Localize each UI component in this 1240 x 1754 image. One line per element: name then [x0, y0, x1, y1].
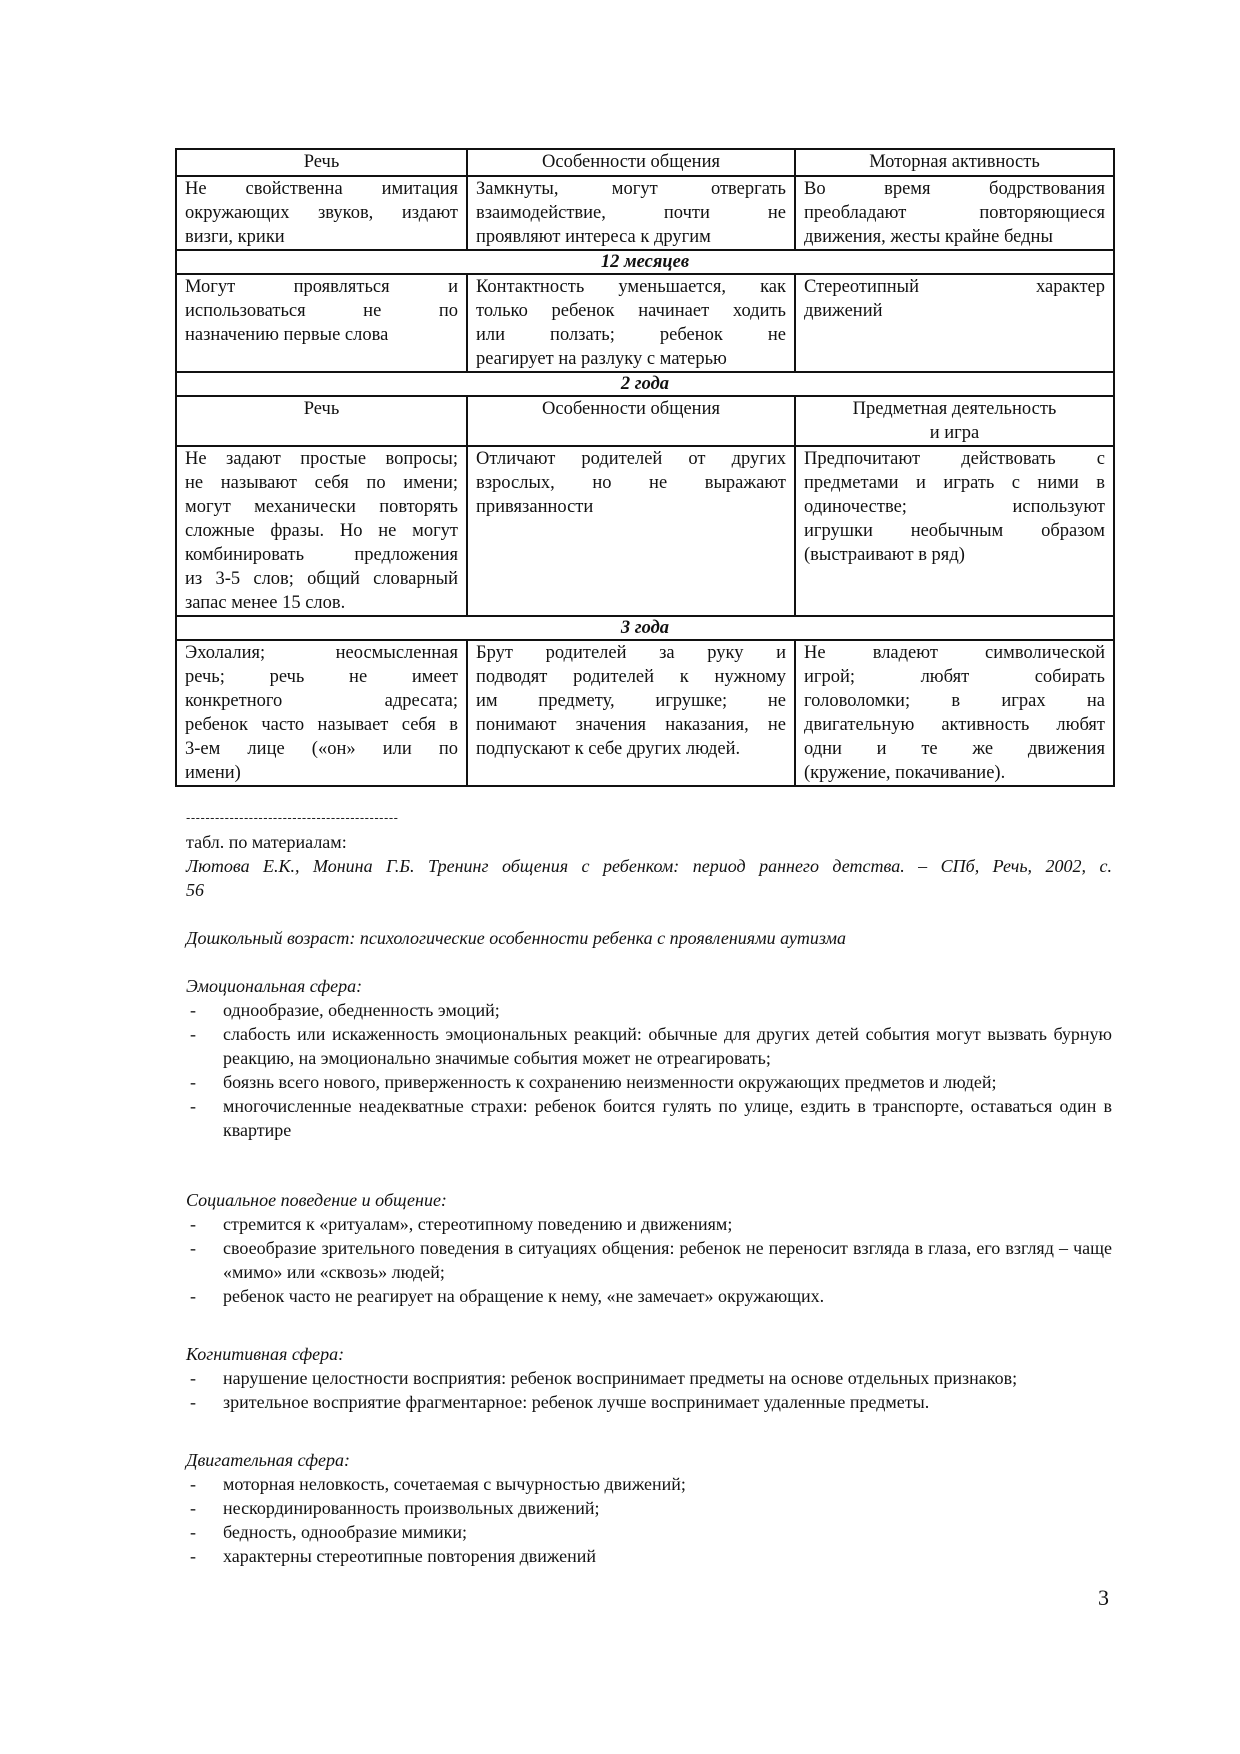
list-item: - нескординированность произвольных движений;: [190, 1498, 600, 1518]
list-item: - боязнь всего нового, приверженность к сохранению неизменности окружающих предметов и людей;: [190, 1072, 997, 1092]
bullet-dash: -: [190, 1024, 196, 1044]
bullet-dash: -: [190, 1392, 196, 1412]
list-item: - стремится к «ритуалам», стереотипному поведению и движениям;: [190, 1214, 733, 1234]
section-title: Двигательная сфера:: [186, 1450, 350, 1470]
footnote-separator: --------------------------------------------: [186, 810, 399, 825]
cell-communication: Отличают родителей от других взрослых, но не выражают привязанности: [467, 446, 795, 616]
header-communication: Особенности общения: [467, 149, 795, 176]
bullet-dash: -: [190, 1368, 196, 1388]
cell-communication: Брут родителей за руку и подводят родителей к нужному им предмету, игрушке; не понимают значения наказания, не подпускают к себе других людей.: [467, 640, 795, 786]
list-item: - ребенок часто не реагирует на обращение к нему, «не замечает» окружающих.: [190, 1286, 825, 1306]
bullet-dash: -: [190, 1214, 196, 1234]
bullet-dash: -: [190, 1546, 196, 1566]
section-heading: Дошкольный возраст: психологические особенности ребенка с проявлениями аутизма: [186, 928, 846, 948]
section-social: [186, 1188, 1112, 1308]
cell-speech: Не задают простые вопросы; не называют себя по имени; могут механически повторять сложные фразы. Но не могут комбинировать предложения из 3-5 слов; общий словарный запас менее 15 слов.: [176, 446, 467, 616]
age-row-2-years: [176, 372, 1114, 396]
cell-speech: Не свойственна имитация окружающих звуков, издают визги, крики: [176, 176, 467, 250]
table-row: [176, 176, 1114, 250]
header-motor-activity: Моторная активность: [795, 149, 1114, 176]
age-label: 2 года: [176, 372, 1114, 396]
bullet-dash: -: [190, 1000, 196, 1020]
list-item: - однообразие, обедненность эмоций;: [190, 1000, 500, 1020]
cell-speech: Эхолалия; неосмысленная речь; речь не имеет конкретного адресата; ребенок часто называет себя в 3-ем лице («он» или по имени): [176, 640, 467, 786]
section-motor: [186, 1448, 1112, 1568]
table-row: [176, 446, 1114, 616]
list-item: - зрительное восприятие фрагментарное: ребенок лучше воспринимает удаленные предметы.: [190, 1392, 930, 1412]
cell-communication: Замкнуты, могут отвергать взаимодействие, почти не проявляют интереса к другим: [467, 176, 795, 250]
cell-communication: Контактность уменьшается, как только ребенок начинает ходить или ползать; ребенок не реагирует на разлуку с матерью: [467, 274, 795, 372]
section-cognitive: [186, 1342, 1112, 1414]
header-speech: Речь: [176, 149, 467, 176]
page-number: 3: [1098, 1585, 1109, 1610]
header-communication: Особенности общения: [467, 396, 795, 446]
section-emotional: [186, 974, 1112, 1142]
section-title: Когнитивная сфера:: [186, 1344, 345, 1364]
list-item: - своеобразие зрительного поведения в ситуациях общения: ребенок не переносит взгляда в глаза, его взгляд – чаще «мимо» или «сквозь» людей;: [190, 1238, 1112, 1282]
age-row-12-months: [176, 250, 1114, 274]
age-row-3-years: [176, 616, 1114, 640]
table-row: [176, 274, 1114, 372]
table-header-row: [176, 149, 1114, 176]
cell-speech: Могут проявляться и использоваться не по назначению первые слова: [176, 274, 467, 372]
bullet-dash: -: [190, 1238, 196, 1258]
cell-object-activity: Не владеют символической игрой; любят собирать головоломки; в играх на двигательную активность любят одни и те же движения (кружение, покачивание).: [795, 640, 1114, 786]
development-table: [175, 148, 1115, 787]
source-label: табл. по материалам:: [186, 832, 347, 852]
cell-motor: Стереотипный характер движений: [795, 274, 1114, 372]
bullet-dash: -: [190, 1096, 196, 1116]
bullet-dash: -: [190, 1498, 196, 1518]
source-reference: Лютова Е.К., Монина Г.Б. Тренинг общения с ребенком: период раннего детства. – СПб, Речь, 2002, с. 56: [186, 856, 1112, 900]
cell-object-activity: Предпочитают действовать с предметами и играть с ними в одиночестве; используют игрушки необычным образом (выстраивают в ряд): [795, 446, 1114, 616]
header-speech: Речь: [176, 396, 467, 446]
age-label: 3 года: [176, 616, 1114, 640]
table-header-row: [176, 396, 1114, 446]
section-title: Эмоциональная сфера:: [186, 976, 363, 996]
bullet-dash: -: [190, 1474, 196, 1494]
list-item: - слабость или искаженность эмоциональных реакций: обычные для других детей события могут вызвать бурную реакцию, на эмоционально значимые события может не отреагировать;: [190, 1024, 1112, 1068]
bullet-dash: -: [190, 1072, 196, 1092]
list-item: - бедность, однообразие мимики;: [190, 1522, 468, 1542]
age-label: 12 месяцев: [176, 250, 1114, 274]
section-title: Социальное поведение и общение:: [186, 1190, 447, 1210]
bullet-dash: -: [190, 1286, 196, 1306]
list-item: - характерны стереотипные повторения движений: [190, 1546, 596, 1566]
list-item: - моторная неловкость, сочетаемая с вычурностью движений;: [190, 1474, 686, 1494]
bullet-dash: -: [190, 1522, 196, 1542]
list-item: - многочисленные неадекватные страхи: ребенок боится гулять по улице, ездить в транспорте, оставаться один в квартире: [190, 1096, 1112, 1140]
table-row: [176, 640, 1114, 786]
header-object-activity: Предметная деятельность и игра: [795, 396, 1114, 446]
list-item: - нарушение целостности восприятия: ребенок воспринимает предметы на основе отдельных признаков;: [190, 1368, 1018, 1388]
cell-motor: Во время бодрствования преобладают повторяющиеся движения, жесты крайне бедны: [795, 176, 1114, 250]
